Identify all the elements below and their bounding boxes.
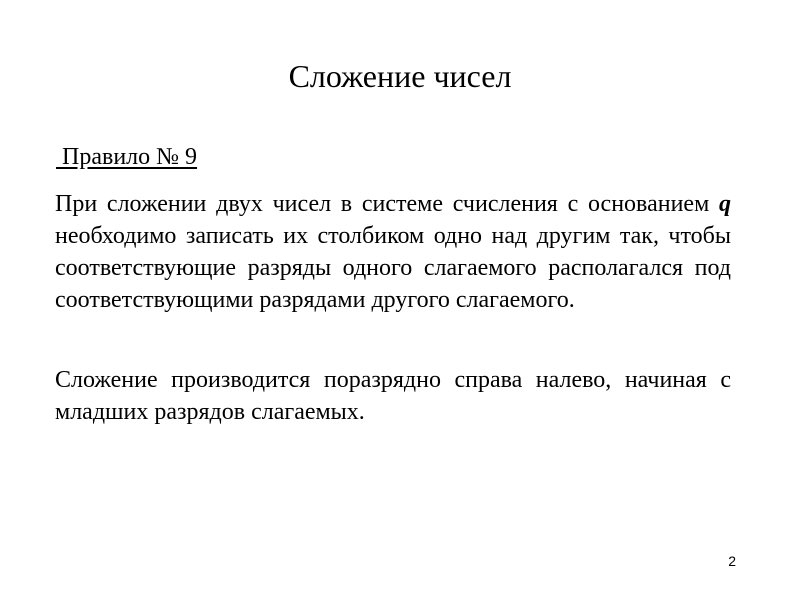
base-variable-q: q [719, 191, 731, 217]
paragraph-1-text-after: необходимо записать их столбиком одно над другим так, чтобы соответствующие разряды одного слагаемого располагался под соответствующими разрядами другого слагаемого. [55, 223, 731, 313]
rule-heading-text: Правило № 9 [56, 144, 198, 170]
page-number: 2 [728, 553, 736, 569]
rule-paragraph-1 [55, 188, 731, 316]
slide-title: Сложение чисел [288, 58, 512, 94]
paragraph-1-text-before: При сложении двух чисел в системе счисления с основанием [55, 191, 719, 217]
rule-heading [56, 142, 197, 172]
rule-paragraph-2: Сложение производится поразрядно справа налево, начиная с младших разрядов слагаемых. [55, 367, 731, 425]
